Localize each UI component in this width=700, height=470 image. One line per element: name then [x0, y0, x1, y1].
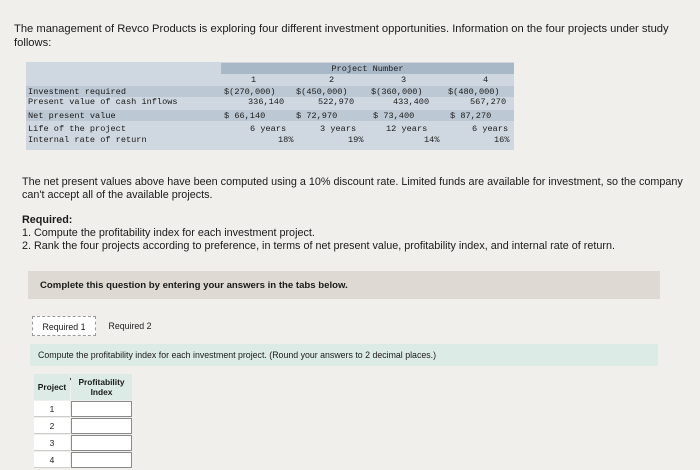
table-cell: $(360,000): [371, 87, 423, 97]
project-number-label: Project Number: [331, 64, 404, 74]
tab-required-2[interactable]: Required 2: [108, 321, 152, 331]
row-label: Net present value: [28, 111, 116, 121]
answer-project-number: 1: [34, 401, 70, 417]
table-cell: 14%: [424, 135, 440, 145]
project-number-header: [221, 63, 514, 74]
pi-input-project-3[interactable]: [71, 435, 132, 451]
table-cell: $ 87,270: [450, 111, 492, 121]
table-cell: 12 years: [386, 124, 428, 134]
table-cell: 18%: [278, 135, 294, 145]
table-cell: $(450,000): [296, 87, 348, 97]
required-item-2: 2. Rank the four projects according to preference, in terms of net present value, profitability index, and internal rate of return.: [22, 240, 615, 252]
table-cell: 16%: [494, 135, 510, 145]
instruction-bar: [30, 344, 658, 366]
table-cell: 6 years: [472, 124, 509, 134]
project-number: 3: [401, 75, 407, 85]
answer-col-project: Project: [34, 374, 70, 400]
table-cell: 336,140: [248, 97, 285, 107]
table-cell: 19%: [348, 135, 364, 145]
tab-required-1[interactable]: Required 1: [32, 316, 96, 336]
answer-col-pi-line2: Index: [90, 387, 113, 397]
complete-question-banner: [28, 271, 660, 299]
table-cell: 433,400: [393, 97, 430, 107]
answer-col-profitability-index: [71, 374, 132, 400]
project-number: 4: [483, 75, 489, 85]
row-label: Present value of cash inflows: [28, 97, 178, 107]
pi-input-project-1[interactable]: [71, 401, 132, 417]
required-heading: Required:: [22, 214, 73, 226]
table-cell: $(480,000): [448, 87, 500, 97]
required-item-1: 1. Compute the profitability index for each investment project.: [22, 227, 315, 239]
table-cell: $ 72,970: [296, 111, 338, 121]
table-cell: 3 years: [320, 124, 357, 134]
project-number: 1: [251, 75, 257, 85]
answer-project-number: 3: [34, 435, 70, 451]
table-cell: 6 years: [250, 124, 287, 134]
answer-col-pi-line1: Profitability: [78, 377, 125, 387]
table-cell: 522,970: [318, 97, 355, 107]
answer-table: [34, 374, 132, 470]
table-cell: $ 66,140: [224, 111, 266, 121]
table-cell: $ 73,400: [373, 111, 415, 121]
discount-note: The net present values above have been computed using a 10% discount rate. Limited funds are available for investment, so the company can't accept all of the available projects.: [22, 176, 683, 201]
pi-input-project-4[interactable]: [71, 452, 132, 468]
instruction-text: Compute the profitability index for each investment project. (Round your answers to 2 decimal places.): [38, 350, 437, 360]
answer-project-number: 2: [34, 418, 70, 434]
row-label: Investment required: [28, 87, 126, 97]
row-label: Internal rate of return: [28, 135, 147, 145]
project-number: 2: [329, 75, 335, 85]
pi-input-project-2[interactable]: [71, 418, 132, 434]
table-cell: 567,270: [470, 97, 507, 107]
table-cell: $(270,000): [224, 87, 276, 97]
row-label: Life of the project: [28, 124, 126, 134]
complete-question-text: Complete this question by entering your answers in the tabs below.: [40, 280, 348, 291]
project-number-row: [221, 75, 514, 85]
intro-text: The management of Revco Products is exploring four different investment opportunities. Information on the four projects under study follows:: [14, 23, 669, 49]
answer-project-number: 4: [34, 452, 70, 468]
